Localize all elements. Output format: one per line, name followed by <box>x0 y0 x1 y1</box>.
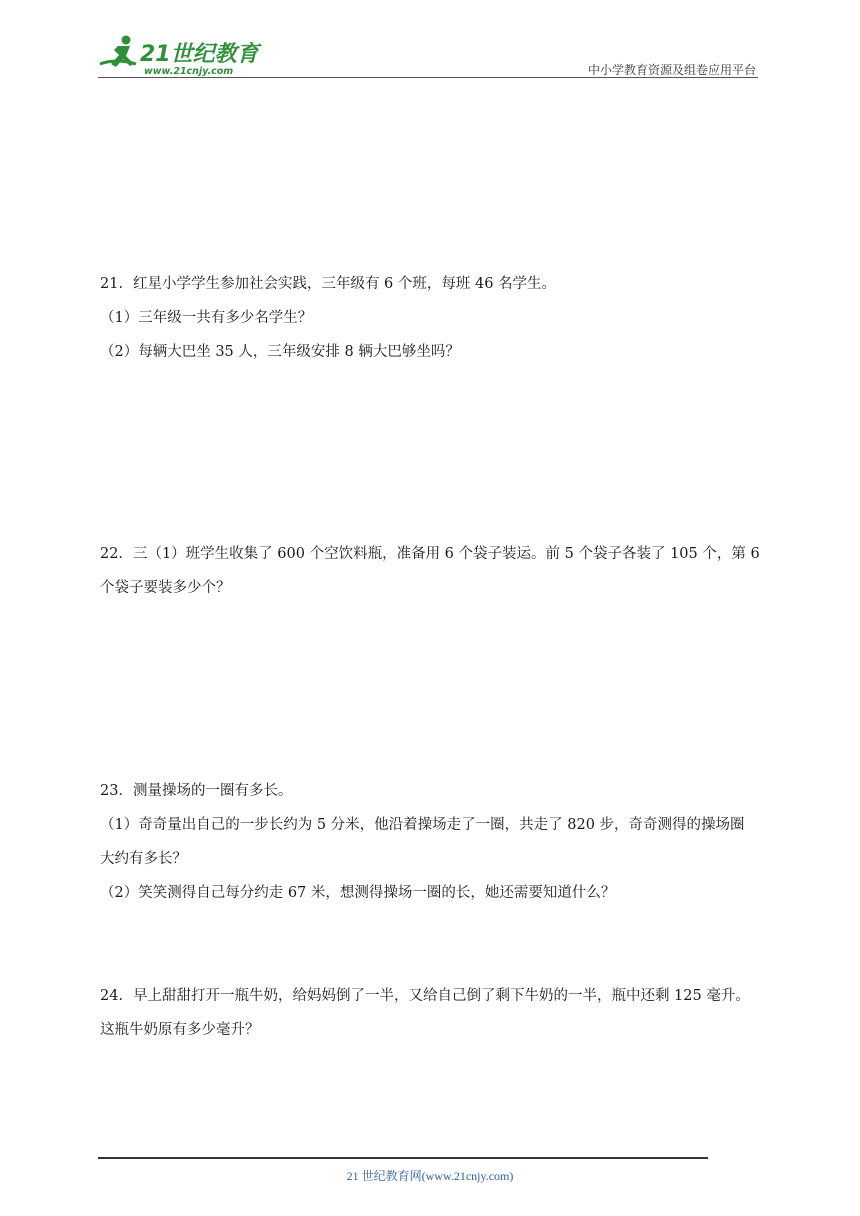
question-21 <box>100 267 760 369</box>
runner-logo-icon <box>100 36 136 68</box>
header-divider <box>98 77 758 78</box>
question-21-part-1: （1）三年级一共有多少名学生？ <box>100 310 313 326</box>
logo-url: www.21cnjy.com <box>144 66 234 77</box>
question-22-line-1: 22．三（1）班学生收集了 600 个空饮料瓶，准备用 6 个袋子装运。前 5 个袋子各装了 105 个，第 6 <box>100 546 760 562</box>
question-24-line-2: 这瓶牛奶原有多少毫升？ <box>100 1022 260 1038</box>
question-22-line-2: 个袋子要装多少个？ <box>100 580 231 596</box>
question-23 <box>100 774 760 910</box>
logo-text: 21世纪教育 <box>140 42 259 67</box>
question-23-stem: 23．测量操场的一圈有多长。 <box>100 783 293 799</box>
question-21-stem: 21．红星小学学生参加社会实践，三年级有 6 个班，每班 46 名学生。 <box>100 276 557 292</box>
question-23-part-1: （1）奇奇量出自己的一步长约为 5 分米，他沿着操场走了一圈，共走了 820 步，奇奇测得的操场圈 <box>100 817 745 833</box>
question-21-part-2: （2）每辆大巴坐 35 人，三年级安排 8 辆大巴够坐吗？ <box>100 344 460 360</box>
question-24-line-1: 24．早上甜甜打开一瓶牛奶，给妈妈倒了一半，又给自己倒了剩下牛奶的一半，瓶中还剩 125 毫升。 <box>100 988 750 1004</box>
question-23-part-2: （2）笑笑测得自己每分约走 67 米，想测得操场一圈的长，她还需要知道什么？ <box>100 885 616 901</box>
footer-link[interactable]: 21 世纪教育网(www.21cnjy.com) <box>346 1169 514 1183</box>
site-logo <box>96 34 266 78</box>
question-24 <box>100 979 760 1047</box>
question-23-part-1-cont: 大约有多长？ <box>100 851 187 867</box>
header-platform-text: 中小学教育资源及组卷应用平台 <box>587 63 756 77</box>
footer-divider <box>98 1157 708 1159</box>
question-22 <box>100 537 760 605</box>
